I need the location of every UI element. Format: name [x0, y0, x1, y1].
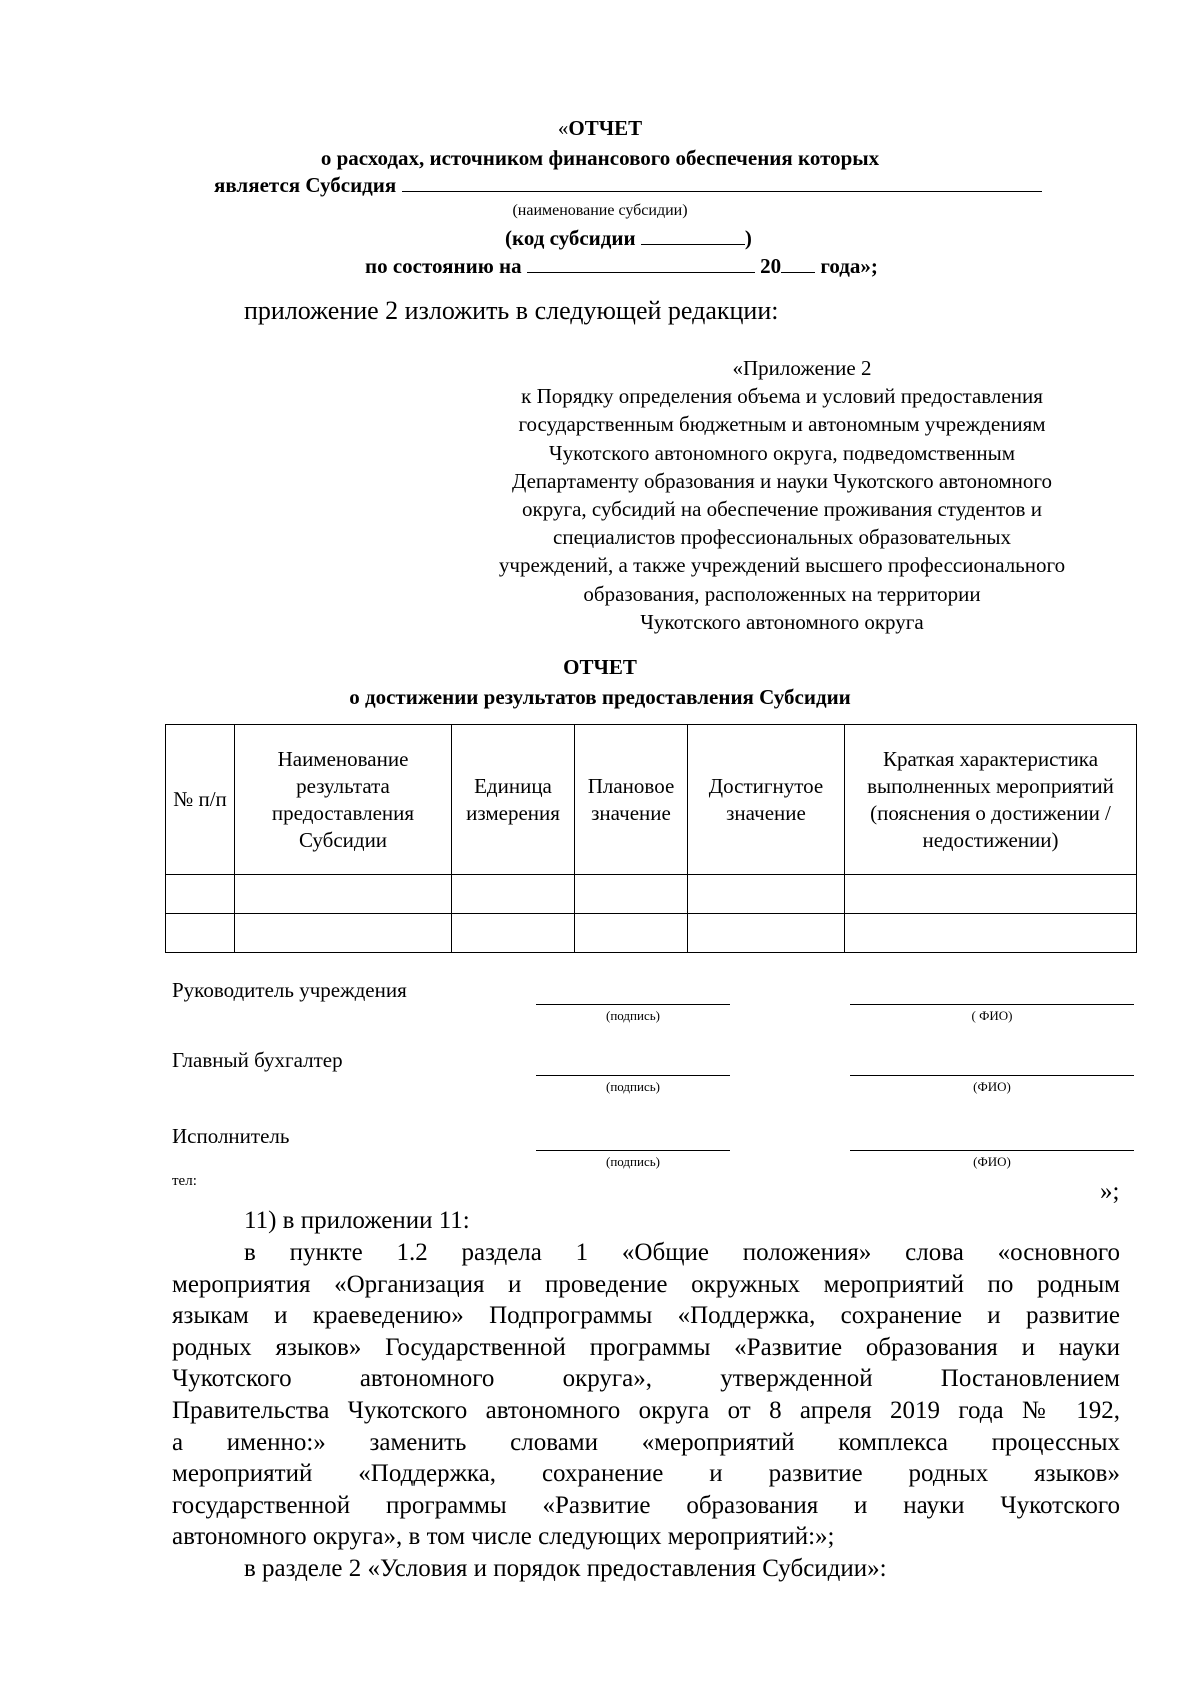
table-cell[interactable] — [166, 875, 235, 914]
state-date-blank — [527, 253, 755, 273]
report-subtitle-line2: о расходах, источником финансового обеспечения которых — [320, 146, 880, 170]
signature-line[interactable] — [536, 1075, 730, 1076]
col-unit-header: Единица измерения — [452, 725, 575, 875]
state-year-blank — [781, 253, 815, 273]
table-row — [166, 914, 1137, 953]
paragraph-line: автономного округа», в том числе следующих мероприятий:»; — [172, 1523, 835, 1551]
col-result-header: Наименование результата предоставления Субсидии — [235, 725, 452, 875]
code-prefix: (код субсидии — [505, 226, 636, 250]
appendix-line: Чукотского автономного округа — [640, 609, 924, 634]
state-suffix: года»; — [820, 254, 878, 278]
title-text: ОТЧЕТ — [568, 116, 643, 140]
appendix-line: учреждений, а также учреждений высшего профессионального — [498, 553, 1066, 578]
state-year: 20 — [760, 254, 782, 278]
results-table — [165, 724, 1137, 953]
table-cell[interactable] — [845, 875, 1137, 914]
signature-line[interactable] — [536, 1150, 730, 1151]
state-prefix: по состоянию на — [365, 254, 522, 278]
appendix-line: Департаменту образования и науки Чукотского автономного — [512, 468, 1052, 493]
paragraph-line: в пункте 1.2 раздела 1 «Общие положения» слова «основного — [244, 1239, 1120, 1266]
appendix-line: Чукотского автономного округа, подведомственным — [548, 440, 1016, 465]
table-cell[interactable] — [452, 875, 575, 914]
paragraph-line: Чукотского автономного округа», утвержденной Постановлением — [172, 1365, 1120, 1393]
achievement-report-title: ОТЧЕТ — [563, 655, 637, 679]
signature-role: Главный бухгалтер — [172, 1048, 343, 1072]
table-cell[interactable] — [235, 914, 452, 953]
name-caption: (ФИО) — [973, 1079, 1011, 1094]
table-cell[interactable] — [235, 875, 452, 914]
table-cell[interactable] — [688, 914, 845, 953]
table-cell[interactable] — [688, 875, 845, 914]
name-line[interactable] — [850, 1004, 1134, 1005]
name-line[interactable] — [850, 1075, 1134, 1076]
appendix-line: специалистов профессиональных образовательных — [553, 525, 1011, 550]
paragraph-line: языкам и краеведению» Подпрограммы «Поддержка, сохранение и развитие — [172, 1302, 1120, 1330]
name-caption: (ФИО) — [973, 1154, 1011, 1169]
signature-line[interactable] — [536, 1004, 730, 1005]
table-cell[interactable] — [166, 914, 235, 953]
signature-caption: (подпись) — [606, 1008, 660, 1023]
paragraph-line: государственной программы «Развитие образования и науки Чукотского — [172, 1491, 1120, 1519]
signature-role: Руководитель учреждения — [172, 978, 407, 1002]
table-cell[interactable] — [575, 875, 688, 914]
instruction-text: приложение 2 изложить в следующей редакции: — [244, 296, 779, 325]
col-planned-header: Плановое значение — [575, 725, 688, 875]
subsidy-code-row — [505, 225, 752, 251]
paragraph-line: родных языков» Государственной программы «Развитие образования и науки — [172, 1333, 1120, 1361]
subsidy-name-blank — [402, 172, 1042, 192]
item-11-heading: 11) в приложении 11: — [244, 1207, 470, 1234]
col-achieved-header: Достигнутое значение — [688, 725, 845, 875]
state-date-row — [365, 253, 878, 279]
name-line[interactable] — [850, 1150, 1134, 1151]
signature-caption: (подпись) — [606, 1154, 660, 1169]
paragraph-1 — [172, 1237, 1120, 1553]
quote-open: « — [557, 116, 569, 140]
col-number-header: № п/п — [166, 725, 235, 875]
report-title — [0, 115, 1200, 141]
appendix-line: к Порядку определения объема и условий предоставления — [521, 384, 1043, 409]
closing-quote: »; — [1100, 1178, 1120, 1205]
appendix-line: округа, субсидий на обеспечение проживания студентов и — [522, 497, 1042, 522]
code-blank — [641, 225, 745, 245]
paragraph-line: а именно:» заменить словами «мероприятий комплекса процессных — [172, 1428, 1120, 1456]
signature-role: Исполнитель — [172, 1124, 290, 1148]
code-suffix: ) — [744, 226, 752, 250]
paragraph-line: мероприятий «Поддержка, сохранение и развитие родных языков» — [172, 1460, 1120, 1488]
name-caption: ( ФИО) — [971, 1008, 1013, 1023]
appendix-line: образования, расположенных на территории — [583, 581, 981, 606]
table-row — [166, 875, 1137, 914]
paragraph-line: Правительства Чукотского автономного округа от 8 апреля 2019 года № 192, — [172, 1396, 1120, 1424]
table-cell[interactable] — [452, 914, 575, 953]
signature-caption: (подпись) — [606, 1079, 660, 1094]
subsidy-name-row — [214, 172, 1042, 198]
table-cell[interactable] — [575, 914, 688, 953]
achievement-report-subtitle: о достижении результатов предоставления Субсидии — [349, 685, 851, 709]
subsidy-label: является Субсидия — [214, 173, 397, 197]
col-description-header: Краткая характеристика выполненных мероприятий (пояснения о достижении / недостижении) — [845, 725, 1137, 875]
appendix-block — [452, 354, 1112, 636]
subsidy-name-caption: (наименование субсидии) — [512, 202, 688, 219]
paragraph-line: мероприятия «Организация и проведение окружных мероприятий по родным — [172, 1270, 1120, 1298]
table-header-row — [166, 725, 1137, 875]
appendix-line: «Приложение 2 — [732, 356, 872, 380]
phone-label: тел: — [172, 1173, 197, 1189]
paragraph-2: в разделе 2 «Условия и порядок предоставления Субсидии»: — [244, 1555, 887, 1582]
table-cell[interactable] — [845, 914, 1137, 953]
appendix-line: государственным бюджетным и автономным учреждениям — [518, 412, 1046, 437]
